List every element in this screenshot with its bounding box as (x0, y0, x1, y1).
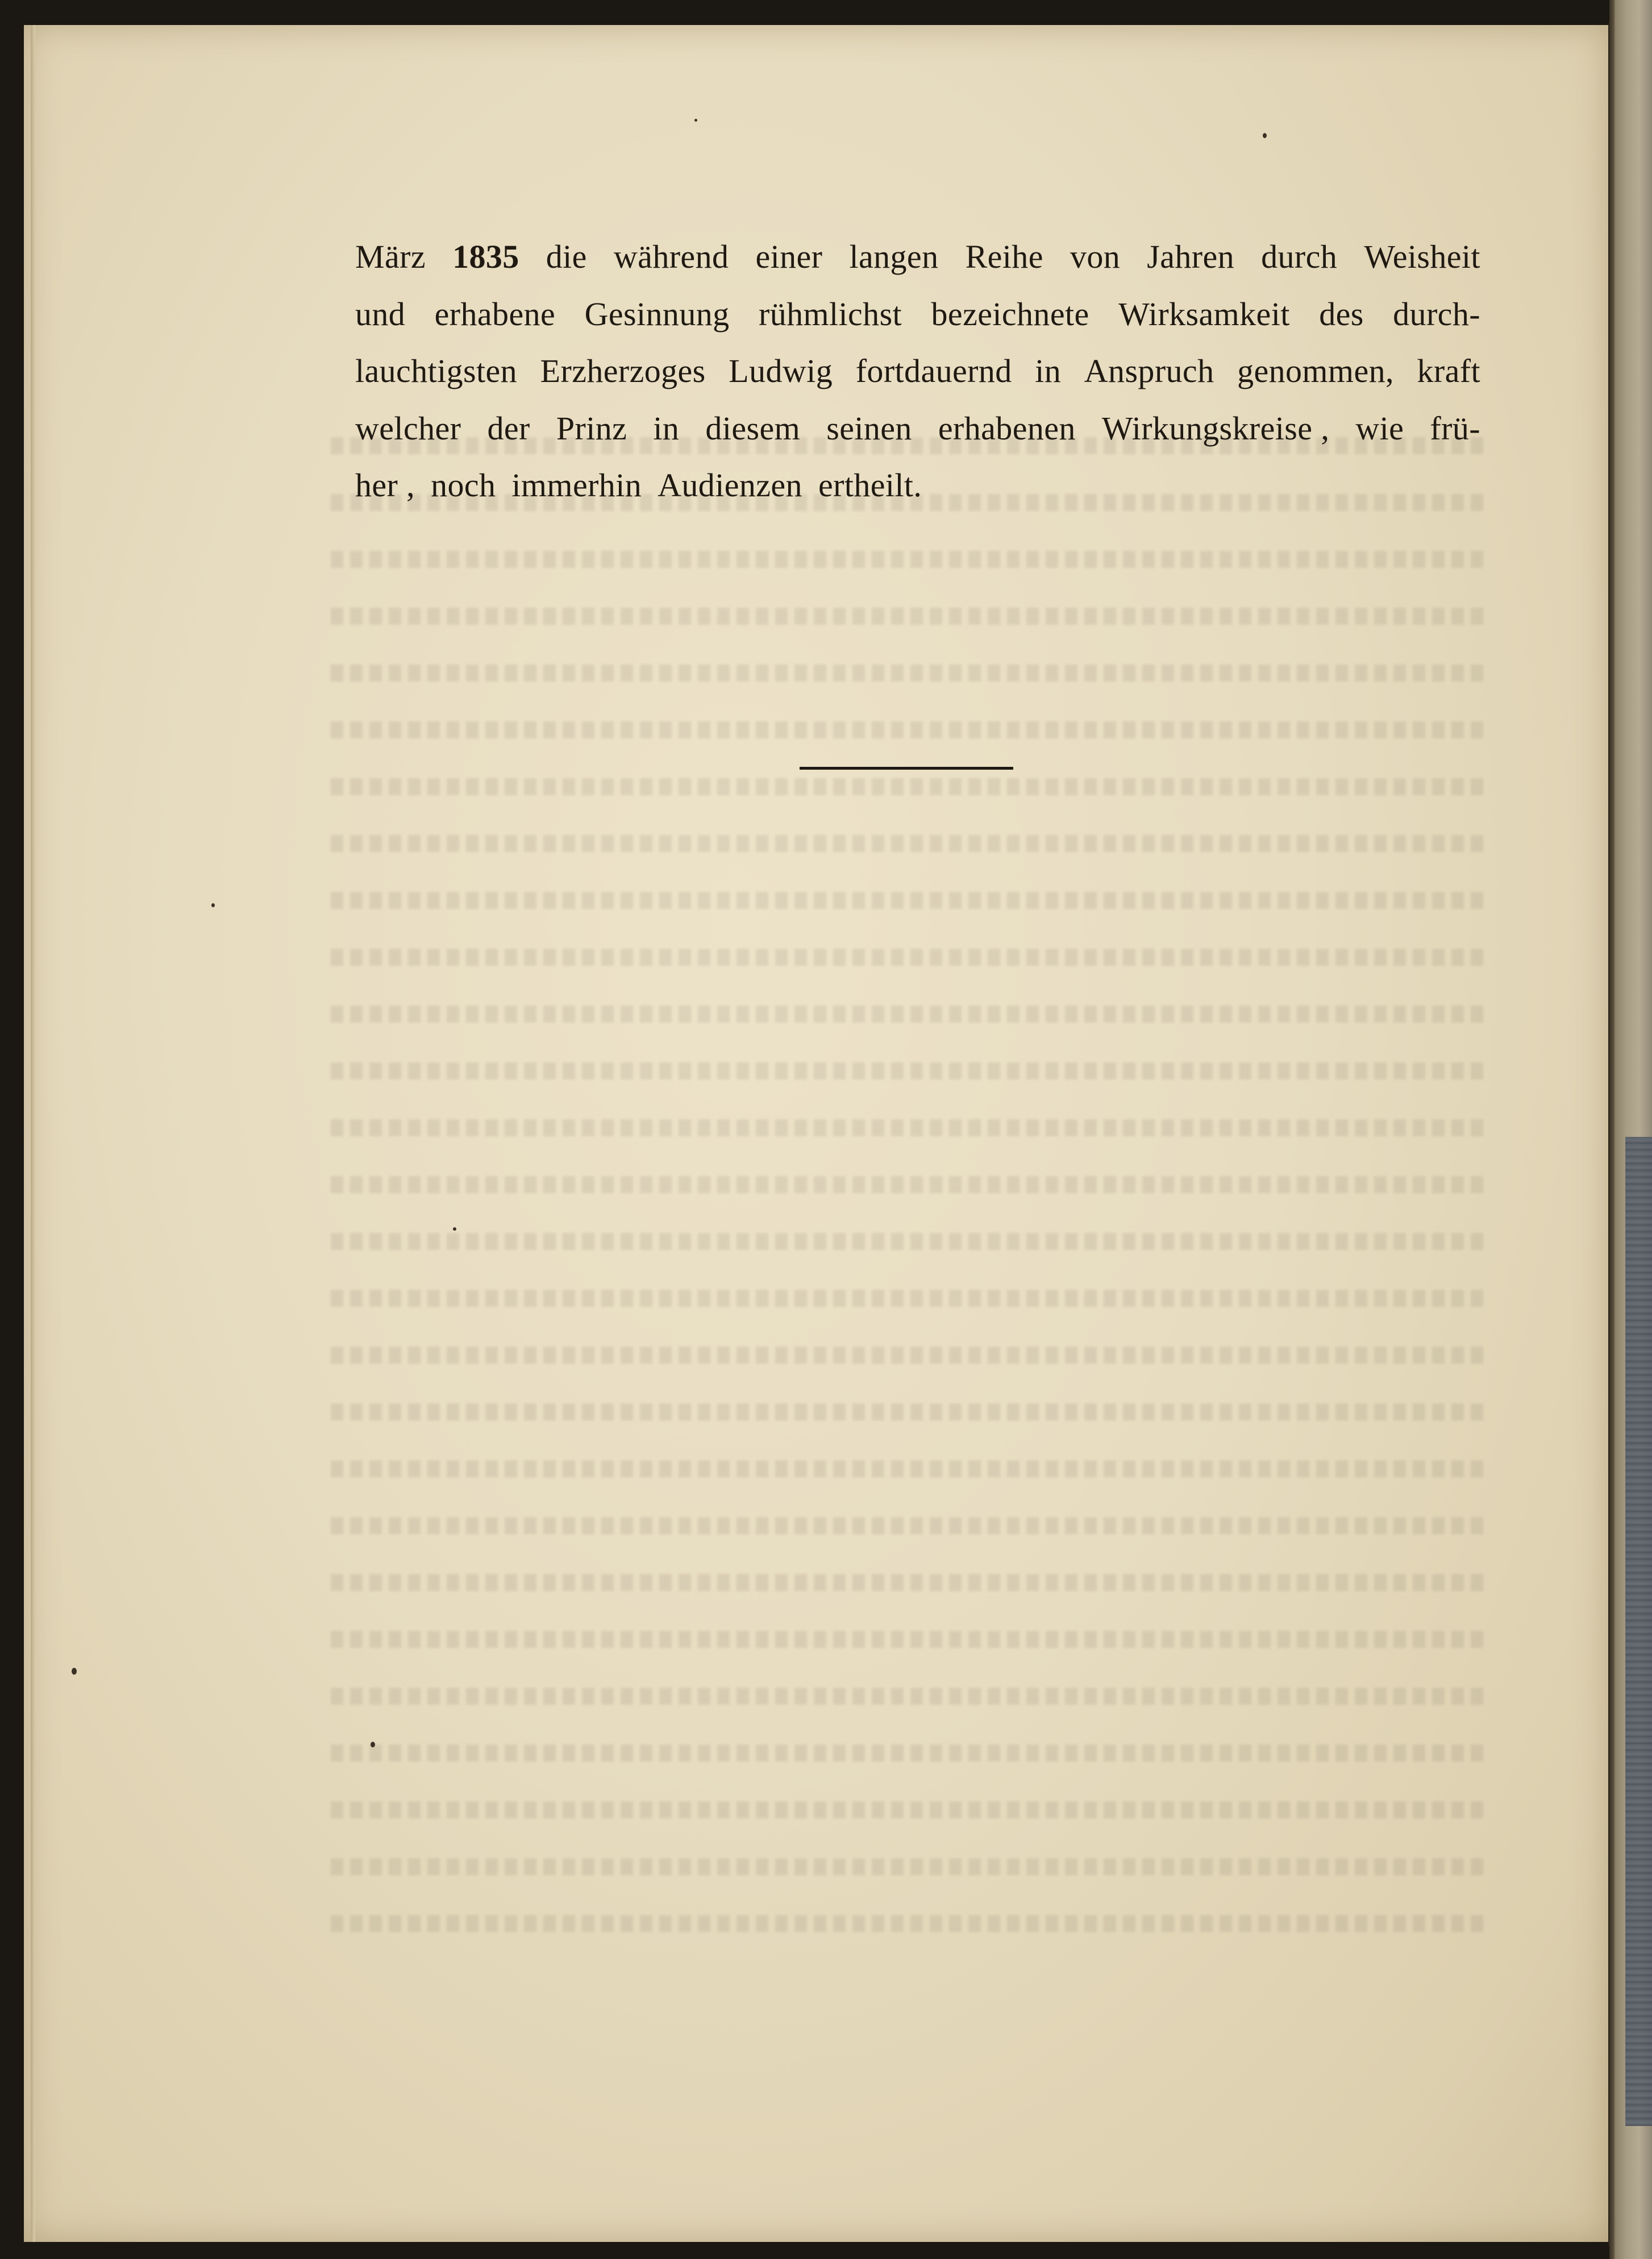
word: einer (755, 238, 823, 275)
show-through-text (331, 417, 1490, 1980)
word: lauchtigsten (355, 352, 518, 389)
word: fortdauernd (855, 352, 1012, 389)
word: Prinz (556, 409, 627, 447)
word: der (487, 409, 530, 447)
paper-speck (453, 1227, 456, 1231)
binding-strip (1625, 1137, 1652, 2126)
word: her , (355, 467, 415, 504)
word: Gesinnung (584, 295, 730, 333)
paper-sheet (24, 25, 1609, 2242)
word: rühmlichst (758, 295, 902, 333)
word: Erzherzoges (540, 352, 706, 389)
word: noch (431, 467, 496, 504)
word: während (613, 238, 729, 275)
text-line (355, 343, 1480, 400)
word: des (1319, 295, 1364, 333)
word: kraft (1417, 352, 1480, 389)
word: Wirksamkeit (1118, 295, 1290, 333)
word: in (653, 409, 680, 447)
text-line (355, 400, 1480, 458)
word: seinen (826, 409, 912, 447)
word: bezeichnete (931, 295, 1089, 333)
paper-speck (694, 119, 697, 122)
word: erhabenen (938, 409, 1076, 447)
word: von (1070, 238, 1121, 275)
word: immerhin (511, 467, 642, 504)
word: frü- (1430, 409, 1480, 447)
word: durch- (1393, 295, 1480, 333)
paper-speck (371, 1742, 375, 1747)
paper-speck (211, 903, 215, 907)
word: März (355, 238, 426, 275)
word: erhabene (434, 295, 556, 333)
body-paragraph (355, 229, 1480, 514)
word: Audienzen (658, 467, 802, 504)
word: durch (1261, 238, 1338, 275)
word: die (546, 238, 587, 275)
word: und (355, 295, 406, 333)
paper-speck (72, 1668, 77, 1675)
word: Jahren (1147, 238, 1234, 275)
word: welcher (355, 409, 461, 447)
word: Wirkungskreise , (1101, 409, 1330, 447)
word: wie (1355, 409, 1404, 447)
text-line (355, 229, 1480, 286)
word: langen (849, 238, 939, 275)
text-line (355, 457, 1480, 514)
word: ertheilt. (818, 467, 922, 504)
paper-speck (1263, 133, 1267, 138)
word: Reihe (965, 238, 1043, 275)
text-line (355, 286, 1480, 343)
year: 1835 (452, 238, 519, 275)
word: in (1035, 352, 1062, 389)
word: Anspruch (1084, 352, 1214, 389)
word: Ludwig (729, 352, 833, 389)
word: genommen, (1237, 352, 1394, 389)
word: diesem (705, 409, 801, 447)
word: Weisheit (1364, 238, 1480, 275)
section-divider (800, 767, 1013, 770)
